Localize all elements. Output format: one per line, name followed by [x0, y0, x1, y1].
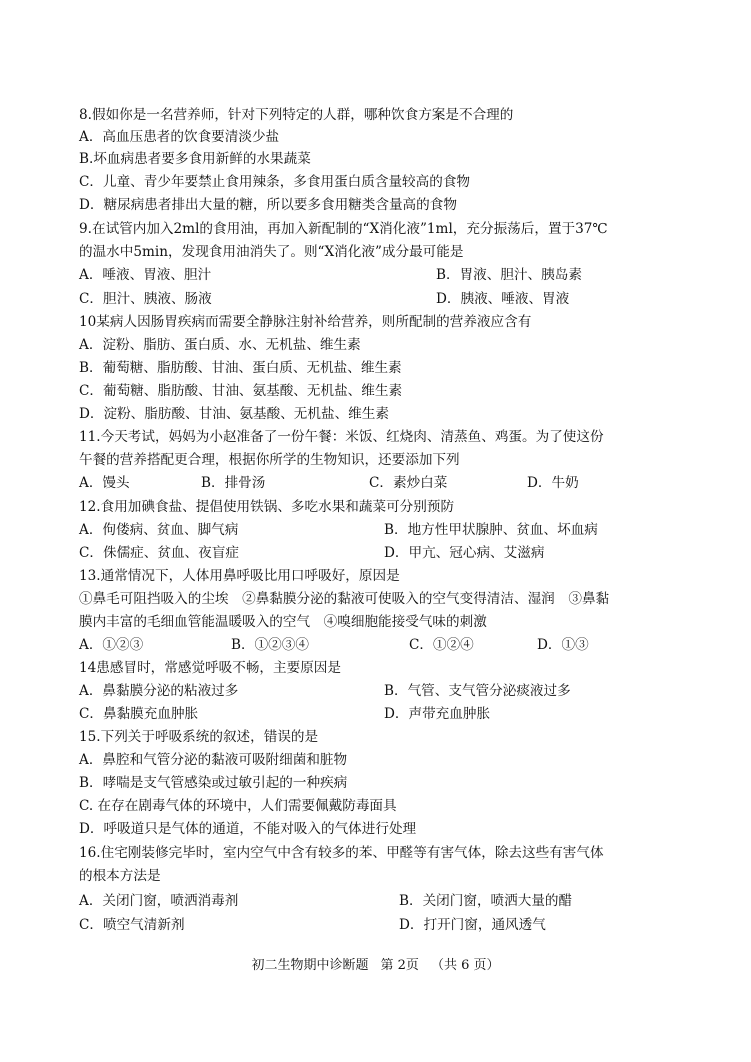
option-b: B．地方性甲状腺肿、贫血、坏血病: [384, 522, 598, 538]
option-c: C．葡萄糖、脂肪酸、甘油、氨基酸、无机盐、维生素: [79, 383, 403, 399]
option-a: A．①②③: [79, 637, 144, 653]
question-stem: 午餐的营养搭配更合理，根据你所学的生物知识，还要添加下列: [79, 452, 460, 468]
option-d: D．声带充血肿胀: [384, 706, 491, 722]
option-a: A．馒头: [79, 475, 130, 491]
question-stem: 的温水中5min，发现食用油消失了。则“X消化液”成分最可能是: [79, 244, 464, 260]
option-c: C．侏儒症、贫血、夜盲症: [79, 545, 239, 561]
option-c: C. 在存在剧毒气体的环境中，人们需要佩戴防毒面具: [79, 798, 397, 814]
footer-title: 初二生物期中诊断题: [251, 958, 369, 973]
option-b: B．哮喘是支气管感染或过敏引起的一种疾病: [79, 775, 348, 791]
question-stem: 15.下列关于呼吸系统的叙述，错误的是: [79, 729, 319, 745]
question-stem: 8.假如你是一名营养师，针对下列特定的人群，哪种饮食方案是不合理的: [79, 107, 514, 123]
option-a: A．关闭门窗，喷洒消毒剂: [79, 893, 239, 909]
question-stem: 11.今天考试，妈妈为小赵准备了一份午餐：米饭、红烧肉、清蒸鱼、鸡蛋。为了使这份: [79, 429, 604, 445]
option-d: D．牛奶: [527, 475, 579, 491]
question-stem: 14患感冒时，常感觉呼吸不畅，主要原因是: [79, 660, 341, 676]
option-c: C．素炒白菜: [369, 475, 448, 491]
option-d: D．甲亢、冠心病、艾滋病: [384, 545, 545, 561]
option-d: D．①③: [537, 637, 589, 653]
option-b: B．①②③④: [231, 637, 309, 653]
option-c: C．喷空气清新剂: [79, 917, 185, 933]
option-a: A．鼻腔和气管分泌的黏液可吸附细菌和脏物: [79, 752, 348, 768]
option-a: A．佝偻病、贫血、脚气病: [79, 522, 239, 538]
question-stem: 13.通常情况下，人体用鼻呼吸比用口呼吸好，原因是: [79, 568, 400, 584]
option-b: B．葡萄糖、脂肪酸、甘油、蛋白质、无机盐、维生素: [79, 360, 402, 376]
question-stem: 12.食用加碘食盐、提倡使用铁锅、多吃水果和蔬菜可分别预防: [79, 499, 455, 515]
option-b: B．排骨汤: [201, 475, 266, 491]
question-stem: 16.住宅刚装修完毕时，室内空气中含有较多的苯、甲醛等有害气体，除去这些有害气体: [79, 845, 604, 861]
option-d: D．胰液、唾液、胃液: [436, 291, 570, 307]
question-stem: 的根本方法是: [79, 868, 161, 884]
question-stem: 膜内丰富的毛细血管能温暖吸入的空气 ④嗅细胞能接受气味的刺激: [79, 614, 487, 630]
question-stem: 10某病人因肠胃疾病而需要全静脉注射补给营养，则所配制的营养液应含有: [79, 314, 532, 330]
option-b: B．关闭门窗，喷洒大量的醋: [399, 893, 573, 909]
option-b: B.坏血病患者要多食用新鲜的水果蔬菜: [79, 151, 311, 167]
option-c: C．①②④: [409, 637, 474, 653]
option-b: B．胃液、胆汁、胰岛素: [436, 267, 582, 283]
page-footer: [0, 956, 751, 976]
option-d: D．淀粉、脂肪酸、甘油、氨基酸、无机盐、维生素: [79, 406, 389, 422]
option-b: B．气管、支气管分泌痰液过多: [384, 683, 571, 699]
option-c: C．胆汁、胰液、肠液: [79, 291, 212, 307]
option-d: D．糖尿病患者排出大量的糖，所以要多食用糖类含量高的食物: [79, 197, 457, 213]
option-a: A．唾液、胃液、胆汁: [79, 267, 212, 283]
footer-page-number: 第 2页: [380, 958, 419, 973]
option-a: A．鼻黏膜分泌的粘液过多: [79, 683, 239, 699]
option-a: A．淀粉、脂肪、蛋白质、水、无机盐、维生素: [79, 337, 361, 353]
footer-total-pages: （共 6 页）: [430, 958, 500, 973]
question-stem: 9.在试管内加入2ml的食用油，再加入新配制的“X消化液”1ml，充分振荡后，置于37℃: [79, 221, 608, 237]
option-d: D．打开门窗，通风透气: [399, 917, 546, 933]
option-d: D．呼吸道只是气体的通道，不能对吸入的气体进行处理: [79, 821, 417, 837]
option-c: C．儿童、青少年要禁止食用辣条，多食用蛋白质含量较高的食物: [79, 174, 471, 190]
option-a: A．高血压患者的饮食要清淡少盐: [79, 129, 280, 145]
question-stem: ①鼻毛可阻挡吸入的尘埃 ②鼻黏膜分泌的黏液可使吸入的空气变得清洁、湿润 ③鼻黏: [79, 591, 610, 607]
option-c: C．鼻黏膜充血肿胀: [79, 706, 199, 722]
